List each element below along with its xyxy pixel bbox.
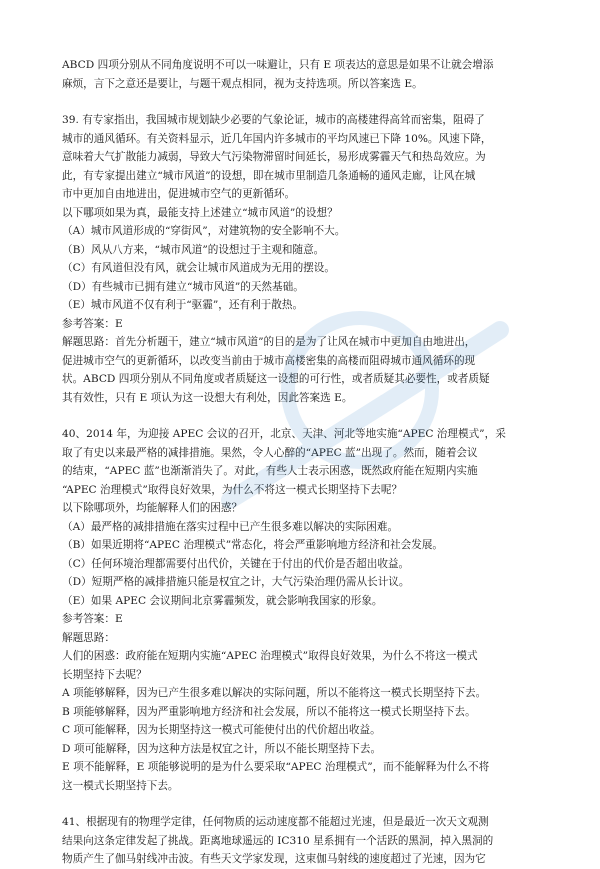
document-body: [62, 56, 540, 869]
intro-line: 麻烦，言下之意还是要让，与题干观点相同，视为支持选项。所以答案选 E。: [62, 77, 423, 90]
intro-paragraph: [62, 56, 540, 93]
q39-line: （B）风从八方来，“城市风道”的设想过于主观和随意。: [62, 243, 325, 256]
q40-line: （E）如果 APEC 会议期间北京雾霾频发，就会影响我国家的形象。: [62, 594, 383, 607]
q40-line: （B）如果近期将“APEC 治理模式”常态化，将会严重影响地方经济和社会发展。: [62, 539, 444, 551]
q39-line: 参考答案：E: [62, 317, 123, 330]
q41-line: 41、根据现有的物理学定律，任何物质的运动速度都不能超过光速，但是最近一次天文观测: [62, 816, 489, 828]
question-40: [62, 425, 540, 795]
q40-line: 以下除哪项外，均能解释人们的困惑？: [62, 502, 243, 514]
q40-line: 取了有史以来最严格的减排措施。果然，令人心醉的“APEC 蓝”出现了。然而，随着会议: [62, 446, 478, 459]
question-39: [62, 111, 540, 407]
q39-line: 以下哪项如果为真，最能支持上述建立“城市风道”的设想？: [62, 206, 338, 219]
q40-line: 参考答案：E: [62, 613, 123, 625]
intro-line: ABCD 四项分别从不同角度说明不可以一味避让，只有 E 项表达的意思是如果不让就会增添: [62, 59, 494, 71]
q41-line: 物质产生了伽马射线冲击波。有些天文学家发现，这束伽马射线的速度超过了光速，因为它: [62, 853, 486, 865]
q40-line: A 项能够解释，因为已产生很多难以解决的实际问题，所以不能将这一模式长期坚持下去。: [62, 687, 487, 699]
q40-line: D 项可能解释，因为这种方法是权宜之计，所以不能长期坚持下去。: [62, 742, 382, 755]
q39-line: 其有效性，只有 E 项认为这一设想大有利处，因此答案选 E。: [62, 391, 353, 404]
q40-line: （A）最严格的减排措施在落实过程中已产生很多难以解决的实际困难。: [62, 520, 399, 533]
q40-line: B 项能够解释，因为严重影响地方经济和社会发展，所以不能将这一模式长期坚持下去。: [62, 705, 476, 718]
q40-line: 40、2014 年，为迎接 APEC 会议的召开，北京、天津、河北等地实施“APEC 治理模式”，采: [62, 428, 506, 440]
q39-line: 促进城市空气的更新循环，以改变当前由于城市高楼密集的高楼而阻碍城市通风循环的现: [62, 354, 476, 367]
q41-line: 结果向这条定律发起了挑战。距离地球遥远的 IC310 星系拥有一个活跃的黑洞，掉入黑洞的: [62, 834, 494, 847]
q39-line: （C）有风道但没有风，就会让城市风道成为无用的摆设。: [62, 262, 335, 274]
q40-line: 这一模式长期坚持下去。: [62, 779, 179, 792]
q39-line: （E）城市风道不仅有利于“驱霾”，还有利于散热。: [62, 299, 304, 311]
q40-line: “APEC 治理模式”取得良好效果，为什么不将这一模式长期坚持下去呢？: [62, 483, 403, 496]
q40-line: 长期坚持下去呢？: [62, 668, 147, 681]
q40-line: （C）任何环境治理都需要付出代价，关键在于付出的代价是否超出收益。: [62, 557, 410, 570]
q39-line: （D）有些城市已拥有建立“城市风道”的天然基础。: [62, 280, 304, 293]
q39-line: 城市的通风循环。有关资料显示，近几年国内许多城市的平均风速已下降 10%。风速下降，: [62, 132, 492, 145]
q40-line: C 项可能解释，因为长期坚持这一模式可能使付出的代价超出收益。: [62, 724, 381, 736]
q39-line: 解题思路：首先分析题干，建立“城市风道”的目的是为了让风在城市中更加自由地进出，: [62, 336, 476, 348]
q40-line: 解题思路：: [62, 631, 115, 644]
q39-line: 状。ABCD 四项分别从不同角度或者质疑这一设想的可行性，或者质疑其必要性，或者质疑: [62, 373, 490, 385]
q39-line: （A）城市风道形成的“穿街风”，对建筑物的安全影响不大。: [62, 225, 346, 237]
q39-line: 39. 有专家指出，我国城市规划缺少必要的气象论证，城市的高楼建得高耸而密集，阻碍了: [62, 114, 485, 126]
q39-line: 意味着大气扩散能力减弱，导致大气污染物滞留时间延长，易形成雾霾天气和热岛效应。为: [62, 151, 486, 163]
q40-line: 人们的困惑：政府能在短期内实施“APEC 治理模式”取得良好效果，为什么不将这一模式: [62, 650, 478, 662]
question-41: [62, 813, 540, 869]
q39-line: 市中更加自由地进出，促进城市空气的更新循环。: [62, 188, 296, 200]
q40-line: E 项不能解释，E 项能够说明的是为什么要采取“APEC 治理模式”，而不能解释为什么不将: [62, 761, 490, 773]
q39-line: 此，有专家提出建立“城市风道”的设想，即在城市里制造几条通畅的通风走廊，让风在城: [62, 169, 476, 182]
q40-line: 的结束，“APEC 蓝”也渐渐消失了。对此，有些人士表示困惑，既然政府能在短期内实施: [62, 465, 478, 477]
q40-line: （D）短期严格的减排措施只能是权宜之计，大气污染治理仍需从长计议。: [62, 576, 410, 588]
